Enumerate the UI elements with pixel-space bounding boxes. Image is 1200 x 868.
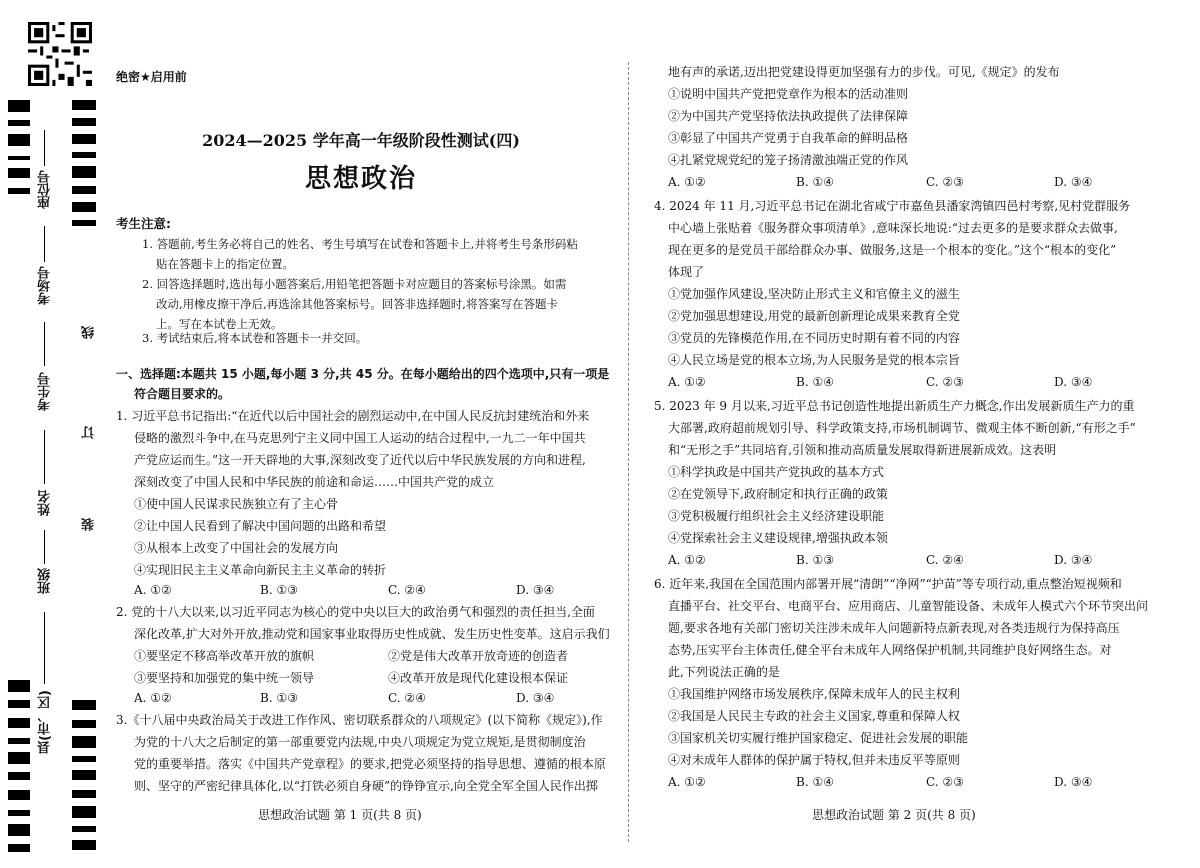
side-field-county: 县(市、区) [38, 690, 53, 754]
q1-statement: ③从根本上改变了中国社会的发展方向 [134, 541, 339, 555]
bind-mark-staple: 订 [82, 426, 97, 439]
q5-option-d: D. ③④ [1054, 553, 1093, 567]
q4-statement: ③党员的先锋模范作用,在不同历史时期有着不同的内容 [668, 331, 960, 345]
county-underline [44, 612, 45, 684]
q4-option-c: C. ②③ [926, 375, 964, 389]
examinee-underline [44, 322, 45, 366]
q2-line: 深化改革,扩大对外开放,推动党和国家事业取得历史性成就、发生历史性变革。这启示我们 [134, 627, 610, 641]
q3-option-c: C. ②③ [926, 175, 964, 189]
bind-mark-bind: 装 [82, 518, 97, 531]
q2-statement: ④改革开放是现代化建设根本保证 [388, 671, 569, 685]
notice-line: 3. 考试结束后,将本试卷和答题卡一并交回。 [142, 331, 368, 345]
class-underline [44, 530, 45, 564]
secret-label: 绝密★启用前 [116, 70, 187, 84]
q3-line: 为党的十八大之后制定的第一部重要党内法规,中央八项规定为党立规矩,是贯彻制度治 [134, 735, 586, 749]
q1-statement: ②让中国人民看到了解决中国问题的出路和希望 [134, 519, 387, 533]
notice-line: 2. 回答选择题时,选出每小题答案后,用铅笔把答题卡对应题目的答案标号涂黑。如需 [142, 277, 567, 291]
q4-line: 4. 2024 年 11 月,习近平总书记在湖北省咸宁市嘉鱼县潘家湾镇四邑村考察,见村党群服务 [654, 199, 1131, 213]
q1-option-d: D. ③④ [516, 583, 555, 597]
q5-statement: ③党积极履行组织社会主义经济建设职能 [668, 509, 885, 523]
q3-option-b: B. ①④ [796, 175, 834, 189]
q5-option-a: A. ①② [668, 553, 706, 567]
q4-line: 中心墙上张贴着《服务群众事项清单》,意味深长地说:“过去更多的是要求群众去做事, [668, 221, 1118, 235]
side-field-seat: 座位号 [38, 170, 53, 209]
q5-line: 和“无形之手”共同培育,引领和推动高质量发展取得新进展新成效。这表明 [668, 443, 1057, 457]
side-field-class: 班级 [38, 568, 53, 594]
name-underline [44, 430, 45, 484]
q1-option-c: C. ②④ [388, 583, 426, 597]
q6-line: 此,下列说法正确的是 [668, 665, 780, 679]
notice-line: 改动,用橡皮擦干净后,再选涂其他答案标号。回答非选择题时,将答案写在答题卡 [156, 297, 558, 311]
q1-line: 1. 习近平总书记指出:“在近代以后中国社会的剧烈运动中,在中国人民反抗封建统治和外来 [116, 409, 590, 423]
q4-statement: ④人民立场是党的根本立场,为人民服务是党的根本宗旨 [668, 353, 960, 367]
q3-line: 党的重要举措。落实《中国共产党章程》的要求,把党必须坚持的指导思想、遵循的根本原 [134, 757, 606, 771]
q3-line: 3.《十八届中央政治局关于改进工作作风、密切联系群众的八项规定》(以下简称《规定》),作 [116, 713, 603, 727]
q1-option-b: B. ①③ [260, 583, 298, 597]
q3-option-a: A. ①② [668, 175, 706, 189]
subject-title: 思想政治 [304, 164, 417, 194]
q4-option-a: A. ①② [668, 375, 706, 389]
q1-line: 产党应运而生。”这一开天辟地的大事,深刻改变了近代以后中华民族发展的方向和进程, [134, 453, 586, 467]
q2-statement: ③要坚持和加强党的集中统一领导 [134, 671, 315, 685]
q6-option-d: D. ③④ [1054, 775, 1093, 789]
q1-line: 侵略的激烈斗争中,在马克思列宁主义同中国工人运动的结合过程中,一九二一年中国共 [134, 431, 586, 445]
q6-statement: ①我国维护网络市场发展秩序,保障未成年人的民主权利 [668, 687, 960, 701]
q2-option-a: A. ①② [134, 691, 172, 705]
q6-option-c: C. ②③ [926, 775, 964, 789]
room-underline [44, 226, 45, 262]
exam-title: 2024—2025 学年高一年级阶段性测试(四) [202, 131, 520, 150]
q4-statement: ①党加强作风建设,坚决防止形式主义和官僚主义的滋生 [668, 287, 960, 301]
q5-line: 大部署,政府超前规划引导、科学政策支持,市场机制调节、微观主体不断创新,“有形之手” [668, 421, 1136, 435]
section-heading: 一、选择题:本题共 15 小题,每小题 3 分,共 45 分。在每小题给出的四个选项中,只有一项是 [116, 367, 610, 381]
q3-option-d: D. ③④ [1054, 175, 1093, 189]
q3-cont-line: 地有声的承诺,迈出把党建设得更加坚强有力的步伐。可见,《规定》的发布 [668, 65, 1060, 79]
q2-option-c: C. ②④ [388, 691, 426, 705]
notice-line: 贴在答题卡上的指定位置。 [156, 257, 294, 271]
footer-right: 思想政治试题 第 2 页(共 8 页) [812, 808, 976, 822]
q5-option-b: B. ①③ [796, 553, 834, 567]
q5-statement: ①科学执政是中国共产党执政的基本方式 [668, 465, 885, 479]
q6-statement: ③国家机关切实履行维护国家稳定、促进社会发展的职能 [668, 731, 969, 745]
q6-line: 直播平台、社交平台、电商平台、应用商店、儿童智能设备、未成年人模式六个环节突出问 [668, 599, 1149, 613]
q5-statement: ②在党领导下,政府制定和执行正确的政策 [668, 487, 888, 501]
q6-statement: ②我国是人民民主专政的社会主义国家,尊重和保障人权 [668, 709, 960, 723]
q2-line: 2. 党的十八大以来,以习近平同志为核心的党中央以巨大的政治勇气和强烈的责任担当,全面 [116, 605, 595, 619]
q2-option-b: B. ①③ [260, 691, 298, 705]
q2-option-d: D. ③④ [516, 691, 555, 705]
seat-underline [44, 130, 45, 166]
q3-statement: ③彰显了中国共产党勇于自我革命的鲜明品格 [668, 131, 909, 145]
q5-option-c: C. ②④ [926, 553, 964, 567]
q6-option-b: B. ①④ [796, 775, 834, 789]
q6-statement: ④对未成年人群体的保护属于特权,但并未违反平等原则 [668, 753, 960, 767]
q4-statement: ②党加强思想建设,用党的最新创新理论成果来教育全党 [668, 309, 960, 323]
side-field-examinee: 考生号 [38, 372, 53, 411]
bind-mark-line: 线 [82, 326, 97, 339]
q3-statement: ①说明中国共产党把党章作为根本的活动准则 [668, 87, 909, 101]
q1-option-a: A. ①② [134, 583, 172, 597]
q3-line: 则、坚守的严密纪律具体化,以“打铁必须自身硬”的铮铮宣示,向全党全军全国人民作出掷 [134, 779, 598, 793]
q6-line: 态势,压实平台主体责任,健全平台未成年人网络保护机制,共同维护良好网络生态。对 [668, 643, 1112, 657]
q3-statement: ②为中国共产党坚持依法执政提供了法律保障 [668, 109, 909, 123]
side-field-room: 考场号 [38, 266, 53, 305]
column-divider [628, 62, 629, 842]
notice-heading: 考生注意: [116, 216, 171, 231]
q1-line: 深刻改变了中国人民和中华民族的前途和命运……中国共产党的成立 [134, 475, 495, 489]
q6-option-a: A. ①② [668, 775, 706, 789]
footer-left: 思想政治试题 第 1 页(共 8 页) [258, 808, 422, 822]
q4-option-d: D. ③④ [1054, 375, 1093, 389]
q2-statement: ①要坚定不移高举改革开放的旗帜 [134, 649, 315, 663]
notice-line: 1. 答题前,考生务必将自己的姓名、考生号填写在试卷和答题卡上,并将考生号条形码粘 [142, 237, 578, 251]
q1-statement: ①使中国人民谋求民族独立有了主心骨 [134, 497, 339, 511]
q6-line: 题,要求各地有关部门密切关注涉未成年人问题新特点新表现,对各类违规行为保持高压 [668, 621, 1120, 635]
side-field-name: 姓名 [38, 490, 53, 516]
q5-line: 5. 2023 年 9 月以来,习近平总书记创造性地提出新质生产力概念,作出发展新质生产力的重 [654, 399, 1135, 413]
notice-line: 上。写在本试卷上无效。 [156, 317, 283, 331]
q6-line: 6. 近年来,我国在全国范围内部署开展“清朗”“净网”“护苗”等专项行动,重点整治短视频和 [654, 577, 1122, 591]
q4-line: 体现了 [668, 265, 705, 279]
q3-statement: ④扎紧党规党纪的笼子扬清激浊端正党的作风 [668, 153, 909, 167]
q4-option-b: B. ①④ [796, 375, 834, 389]
q1-statement: ④实现旧民主主义革命向新民主主义革命的转折 [134, 563, 387, 577]
q4-line: 现在更多的是党员干部给群众办事、做服务,这是一个根本的变化。”这个“根本的变化” [668, 243, 1117, 257]
section-heading-cont: 符合题目要求的。 [134, 387, 231, 401]
q5-statement: ④党探索社会主义建设规律,增强执政本领 [668, 531, 888, 545]
q2-statement: ②党是伟大改革开放奇迹的创造者 [388, 649, 569, 663]
qr-code-icon [28, 22, 92, 86]
